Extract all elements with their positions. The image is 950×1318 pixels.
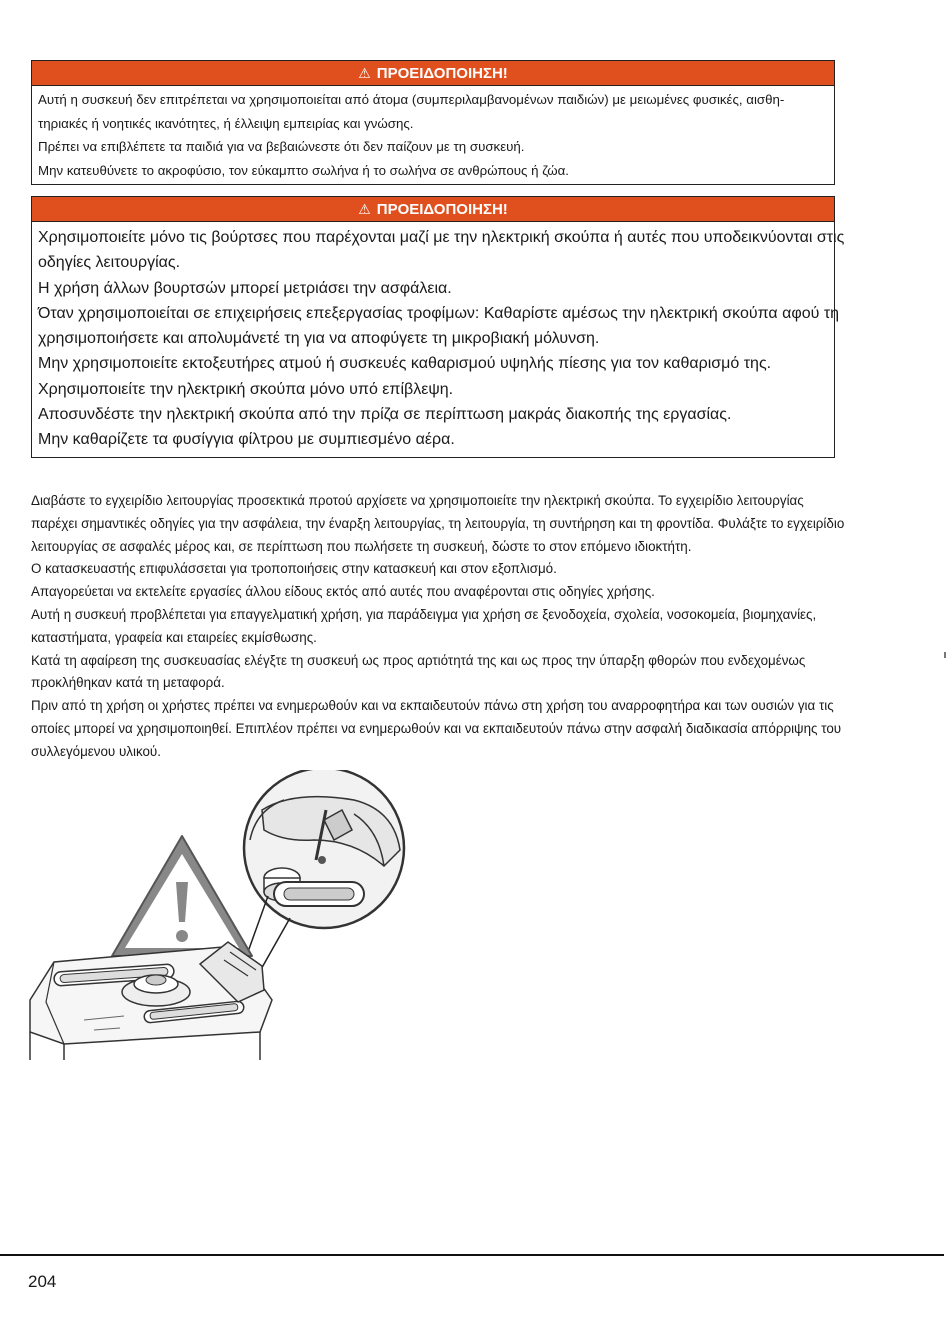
footer-rule [0,1254,944,1256]
warning-line: χρησιμοποιήσετε και απολυμάνετέ τη για να αποφύγετε τη μικροβιακή μόλυνση. [38,330,600,348]
warning-line: Η χρήση άλλων βουρτσών μπορεί μετριάσει την ασφάλεια. [38,279,452,297]
intro-line: καταστήματα, γραφεία και εταιρείες εκμίσθωσης. [31,629,317,645]
warning-line: Μην χρησιμοποιείτε εκτοξευτήρες ατμού ή συσκευές καθαρισμού υψηλής πίεσης για τον καθαρισμό της. [38,355,772,373]
warning-line: Αυτή η συσκευή δεν επιτρέπεται να χρησιμοποιείται από άτομα (συμπεριλαμβανομένων παιδιών) με μειωμένες φυσικές, αισθη- [38,92,785,107]
intro-text [31,490,851,764]
warning-line: Πρέπει να επιβλέπετε τα παιδιά για να βεβαιώνεστε ότι δεν παίζουν με τη συσκευή. [38,139,525,154]
detail-zoom-circle [244,770,404,928]
warning-line: Όταν χρησιμοποιείται σε επιχειρήσεις επεξεργασίας τροφίμων: Καθαρίστε αμέσως την ηλεκτρική σκούπα αφού τη [38,304,840,322]
intro-line: Κατά τη αφαίρεση της συσκευασίας ελέγξτε τη συσκευή ως προς αρτιότητά της και ως προς την ύπαρξη φθορών που ενδεχομένως [31,652,806,668]
edge-mark [944,652,946,658]
warning-heading-1 [32,61,834,86]
intro-line: προκλήθηκαν κατά τη μεταφορά. [31,675,225,691]
warning-heading-2 [32,197,834,222]
warning-box-1 [31,60,835,185]
warning-triangle-icon: ⚠ [358,201,371,217]
intro-line: παρέχει σημαντικές οδηγίες για την ασφάλεια, την έναρξη λειτουργίας, τη λειτουργία, τη συντήρηση και τη φροντίδα. Φυλάξτε το εγχειρίδιο [31,515,845,531]
warning-sign-icon [112,836,252,956]
intro-line: οποίες μπορεί να χρησιμοποιηθεί. Επιπλέον πρέπει να ενημερωθούν και να εκπαιδευτούν πάνω στην ασφαλή διαδικασία απόρριψης του [31,720,842,736]
warning-line: οδηγίες λειτουργίας. [38,254,181,272]
intro-line: Ο κατασκευαστής επιφυλάσσεται για τροποποιήσεις στην κατασκευή και στον εξοπλισμό. [31,561,557,577]
page-number: 204 [28,1272,57,1291]
warning-line: τηριακές ή νοητικές ικανότητες, ή έλλειψη εμπειρίας και γνώσης. [38,115,414,131]
intro-line: Διαβάστε το εγχειρίδιο λειτουργίας προσεκτικά προτού αρχίσετε να χρησιμοποιείτε την ηλεκτρική σκούπα. Το εγχειρίδιο λειτουργίας [31,493,804,508]
warning-line: Μην καθαρίζετε τα φυσίγγια φίλτρου με συμπιεσμένο αέρα. [38,431,455,449]
warning-line: Αποσυνδέστε την ηλεκτρική σκούπα από την πρίζα σε περίπτωση μακράς διακοπής της εργασίας. [38,406,732,424]
warning-line: Μην κατευθύνετε το ακροφύσιο, τον εύκαμπτο σωλήνα ή το σωλήνα σε ανθρώπους ή ζώα. [38,162,569,178]
warning-heading-text: ΠΡΟΕΙΔΟΠΟΙΗΣΗ! [376,65,508,82]
warning-box-2 [31,196,845,458]
intro-line: συλλεγόμενου υλικού. [31,743,161,759]
warning-line: Χρησιμοποιείτε την ηλεκτρική σκούπα μόνο υπό επίβλεψη. [38,380,454,398]
intro-line: Πριν από τη χρήση οι χρήστες πρέπει να ενημερωθούν και να εκπαιδευτούν πάνω στη χρήση του αναρροφητήρα και των ουσιών για τις [31,698,834,714]
intro-line: Αυτή η συσκευή προβλέπεται για επαγγελματική χρήση, για παράδειγμα για χρήση σε ξενοδοχεία, σχολεία, νοσοκομεία, βιομηχανίες, [31,606,817,622]
intro-line: Απαγορεύεται να εκτελείτε εργασίες άλλου είδους εκτός από αυτές που αναφέρονται στις οδηγίες χρήσης. [31,584,655,600]
vacuum-machine-drawing [30,942,272,1060]
warning-line: Χρησιμοποιείτε μόνο τις βούρτσες που παρέχονται μαζί με την ηλεκτρική σκούπα ή αυτές που υποδεικνύονται στις [38,229,845,246]
intro-line: λειτουργίας σε ασφαλές μέρος και, σε περίπτωση που πωλήσετε τη συσκευή, δώστε το στον επόμενο ιδιοκτήτη. [31,538,692,554]
warning-illustration [24,770,414,1060]
warning-heading-text: ΠΡΟΕΙΔΟΠΟΙΗΣΗ! [376,201,508,218]
warning-triangle-icon: ⚠ [358,65,371,81]
